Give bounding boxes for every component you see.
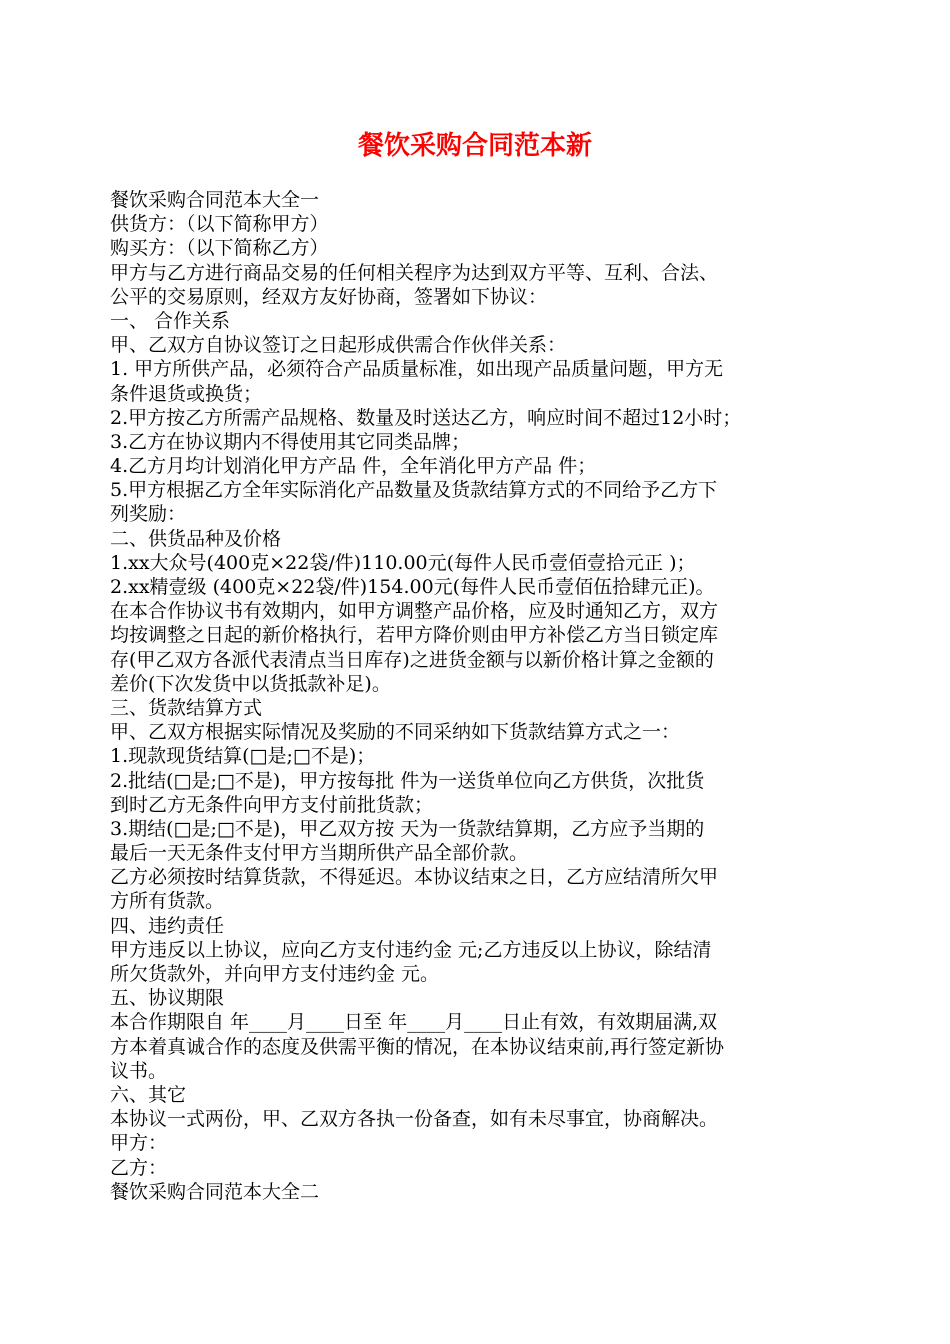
body-line: 2.甲方按乙方所需产品规格、数量及时送达乙方，响应时间不超过12小时； bbox=[110, 406, 742, 429]
body-line: 四、违约责任 bbox=[110, 914, 225, 937]
body-line: 乙方： bbox=[110, 1156, 168, 1179]
body-line: 乙方必须按时结算货款，不得延迟。本协议结束之日，乙方应结清所欠甲 bbox=[110, 866, 719, 889]
body-line: 存(甲乙双方各派代表清点当日库存)之进货金额与以新价格计算之金额的 bbox=[110, 648, 714, 671]
body-line: 五、协议期限 bbox=[110, 987, 225, 1010]
body-line: 1.现款现货结算(□是;□不是)； bbox=[110, 745, 376, 768]
body-line: 最后一天无条件支付甲方当期所供产品全部价款。 bbox=[110, 842, 529, 865]
body-line: 5.甲方根据乙方全年实际消化产品数量及货款结算方式的不同给予乙方下 bbox=[110, 479, 718, 502]
document-title: 餐饮采购合同范本新 bbox=[357, 131, 592, 161]
body-line: 3.期结(□是;□不是)，甲乙双方按 天为一货款结算期，乙方应予当期的 bbox=[110, 817, 705, 840]
body-line: 公平的交易原则，经双方友好协商，签署如下协议： bbox=[110, 285, 548, 308]
body-line: 在本合作协议书有效期内，如甲方调整产品价格，应及时通知乙方，双方 bbox=[110, 600, 719, 623]
body-line: 到时乙方无条件向甲方支付前批货款； bbox=[110, 793, 434, 816]
body-line: 1. 甲方所供产品，必须符合产品质量标准，如出现产品质量问题，甲方无 bbox=[110, 358, 724, 381]
body-line: 均按调整之日起的新价格执行，若甲方降价则由甲方补偿乙方当日锁定库 bbox=[110, 624, 719, 647]
body-line: 3.乙方在协议期内不得使用其它同类品牌； bbox=[110, 430, 471, 453]
body-line: 本合作期限自 年____月____日至 年____月____日止有效，有效期届满,双 bbox=[110, 1011, 718, 1034]
body-line: 一、 合作关系 bbox=[110, 309, 231, 332]
body-line: 2.xx精壹级 (400克×22袋/件)154.00元(每件人民币壹佰伍拾肆元正)。 bbox=[110, 576, 715, 598]
body-line: 差价(下次发货中以货抵款补足)。 bbox=[110, 672, 391, 695]
body-line: 供货方：（以下简称甲方） bbox=[110, 213, 329, 236]
body-line: 条件退货或换货； bbox=[110, 382, 263, 405]
body-line: 所欠货款外，并向甲方支付违约金 元。 bbox=[110, 963, 440, 985]
body-line: 本协议一式两份，甲、乙双方各执一份备查，如有未尽事宜，协商解决。 bbox=[110, 1108, 719, 1131]
body-line: 1.xx大众号(400克×22袋/件)110.00元(每件人民币壹佰壹拾元正 )； bbox=[110, 551, 696, 574]
body-line: 甲、乙双方根据实际情况及奖励的不同采纳如下货款结算方式之一： bbox=[110, 721, 681, 744]
body-line: 六、其它 bbox=[110, 1083, 187, 1106]
body-line: 甲、乙双方自协议签订之日起形成供需合作伙伴关系： bbox=[110, 334, 567, 357]
body-line: 餐饮采购合同范本大全二 bbox=[110, 1180, 320, 1203]
body-line: 甲方违反以上协议，应向乙方支付违约金 元;乙方违反以上协议，除结清 bbox=[110, 938, 712, 961]
body-line: 列奖励： bbox=[110, 503, 187, 526]
body-line: 方本着真诚合作的态度及供需平衡的情况，在本协议结束前,再行签定新协 bbox=[110, 1035, 725, 1058]
body-line: 甲方： bbox=[110, 1132, 168, 1155]
body-line: 4.乙方月均计划消化甲方产品 件，全年消化甲方产品 件； bbox=[110, 455, 597, 478]
body-line: 议书。 bbox=[110, 1059, 168, 1082]
body-line: 二、供货品种及价格 bbox=[110, 527, 282, 550]
body-line: 三、货款结算方式 bbox=[110, 696, 263, 719]
body-line: 餐饮采购合同范本大全一 bbox=[110, 189, 320, 211]
body-line: 2.批结(□是;□不是)，甲方按每批 件为一送货单位向乙方供货，次批货 bbox=[110, 769, 705, 792]
body-line: 甲方与乙方进行商品交易的任何相关程序为达到双方平等、互利、合法、 bbox=[110, 261, 719, 284]
body-line: 方所有货款。 bbox=[110, 890, 225, 913]
body-line: 购买方：（以下简称乙方） bbox=[110, 237, 329, 260]
document-body bbox=[110, 188, 845, 1204]
